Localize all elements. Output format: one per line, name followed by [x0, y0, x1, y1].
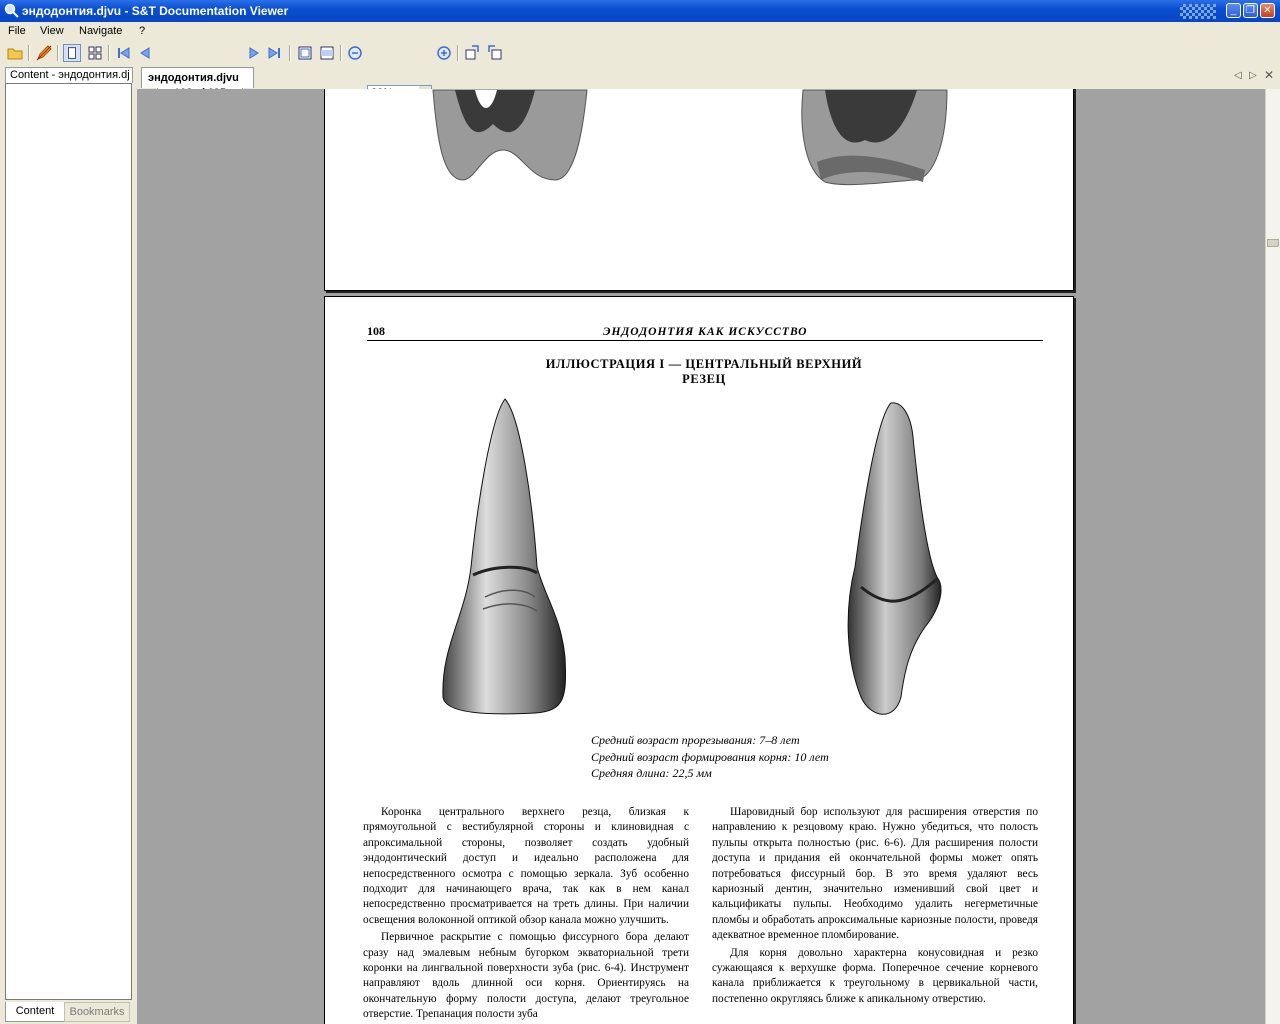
next-page-icon[interactable] — [245, 44, 263, 62]
document-tab[interactable]: эндодонтия.djvu — [141, 67, 254, 88]
toolbar-separator — [28, 45, 30, 61]
zoom-out-icon[interactable] — [346, 44, 364, 62]
toolbar-separator — [57, 45, 59, 61]
toolbar-separator — [340, 45, 342, 61]
content-tree-pane[interactable] — [5, 83, 132, 1000]
figure-caption-root: Средний возраст формирования корня: 10 лет — [591, 750, 829, 764]
restore-button[interactable] — [1243, 3, 1258, 18]
last-page-icon[interactable] — [266, 44, 284, 62]
figure-caption-eruption: Средний возраст прорезывания: 7–8 лет — [591, 733, 800, 747]
toolbar-separator — [108, 45, 110, 61]
tab-scroll-left-icon[interactable]: ◁ — [1234, 70, 1242, 81]
scrollbar-thumb[interactable] — [1267, 239, 1279, 247]
document-viewer[interactable] — [137, 89, 1265, 1024]
vertical-scrollbar[interactable] — [1265, 89, 1280, 1024]
window-title: эндодонтия.djvu - S&T Documentation Viewer — [22, 4, 289, 18]
menu-bar — [0, 22, 1280, 41]
thumbnails-icon[interactable] — [86, 44, 104, 62]
app-icon — [4, 3, 19, 18]
current-page — [324, 296, 1074, 1024]
title-bar — [0, 0, 1280, 22]
close-button[interactable] — [1260, 3, 1275, 18]
title-pattern — [1180, 4, 1216, 19]
fit-width-icon[interactable] — [318, 44, 336, 62]
paragraph: Для корня довольно характерна конусовидная и резко сужающаяся к верхушке форма. Поперечное сечение корневого канала приближается к треугольному в цервикальной части, постепенно округляясь ближе к апикальному отверстию. — [712, 946, 1038, 1005]
menu-navigate[interactable]: Navigate — [79, 25, 123, 37]
menu-file[interactable]: File — [8, 25, 26, 37]
close-icon: ✕ — [1263, 5, 1272, 16]
rotate-right-icon[interactable] — [486, 44, 504, 62]
incisor-illustration — [425, 397, 985, 727]
paragraph: Коронка центрального верхнего резца, близкая к прямоугольной с вестибулярной стороны и клиновидная с апроксимальной стороны, позволяет создать удобный эндодонтический доступ и идеально расположена для непосредственного осмотра с помощью зеркала. Зуб особенно подходит для начинающего врача, так как в нем канал непосредственно просматривается на треть длины. При наличии освещения волоконной оптикой обзор канала можно улучшить. — [363, 806, 689, 926]
tab-scroll-right-icon[interactable]: ▷ — [1249, 70, 1257, 81]
right-column — [712, 805, 1038, 1009]
first-page-icon[interactable] — [114, 44, 132, 62]
edit-pencil-icon[interactable] — [35, 44, 53, 62]
toolbar-separator — [289, 45, 291, 61]
page-number: 108 — [367, 324, 385, 338]
tab-content[interactable]: Content — [5, 1002, 65, 1022]
fit-page-icon[interactable] — [296, 44, 314, 62]
rotate-left-icon[interactable] — [463, 44, 481, 62]
paragraph: Первичное раскрытие с помощью фиссурного бора делают сразу над эмалевым небным бугорком экваториальной трети коронки на лингвальной поверхности зуба (рис. 6-4). Инструмент направляют вдоль длинной оси корня. Ориентируясь на окончательную форму полости доступа, делают треугольное отверстие. Трепанация полости зуба — [363, 931, 689, 1021]
open-folder-icon[interactable] — [6, 44, 24, 62]
left-column — [363, 805, 689, 1024]
illustration-title: ИЛЛЮСТРАЦИЯ I — ЦЕНТРАЛЬНЫЙ ВЕРХНИЙ РЕЗЕЦ — [545, 357, 863, 386]
header-rule — [367, 340, 1043, 341]
single-page-icon[interactable] — [63, 44, 81, 62]
previous-page — [324, 89, 1074, 291]
toolbar-separator — [457, 45, 459, 61]
minimize-icon: _ — [1230, 5, 1237, 16]
tab-bookmarks[interactable]: Bookmarks — [64, 1002, 130, 1022]
tooth-cross-section-figures — [325, 89, 1073, 290]
menu-help[interactable]: ? — [139, 25, 146, 37]
restore-icon: ❐ — [1246, 5, 1255, 16]
running-title: ЭНДОДОНТИЯ КАК ИСКУССТВО — [603, 326, 808, 338]
sidebar-header: Content - эндодонтия.dj — [5, 67, 133, 83]
toolbar — [0, 41, 1280, 65]
paragraph: Шаровидный бор используют для расширения отверстия по направлению к резцовому краю. Нужно убедиться, что полость пульпы открыта полностью (рис. 6-6). Для расширения полости доступа и придания ей окончательной формы может опять потребоваться фиссурный бор. В это время удаляют весь кариозный дентин, значительно изменивший свой цвет и кальцификаты пульпы. Необходимо удалить негерметичные пломбы и обработать апроксимальные кариозные полости, проведя адекватное временное пломбирование. — [712, 806, 1038, 942]
previous-page-icon[interactable] — [136, 44, 154, 62]
minimize-button[interactable] — [1226, 3, 1241, 18]
menu-view[interactable]: View — [40, 25, 64, 37]
zoom-in-icon[interactable] — [435, 44, 453, 62]
figure-caption-length: Средняя длина: 22,5 мм — [591, 766, 712, 780]
close-tab-icon[interactable]: ✕ — [1264, 68, 1275, 82]
